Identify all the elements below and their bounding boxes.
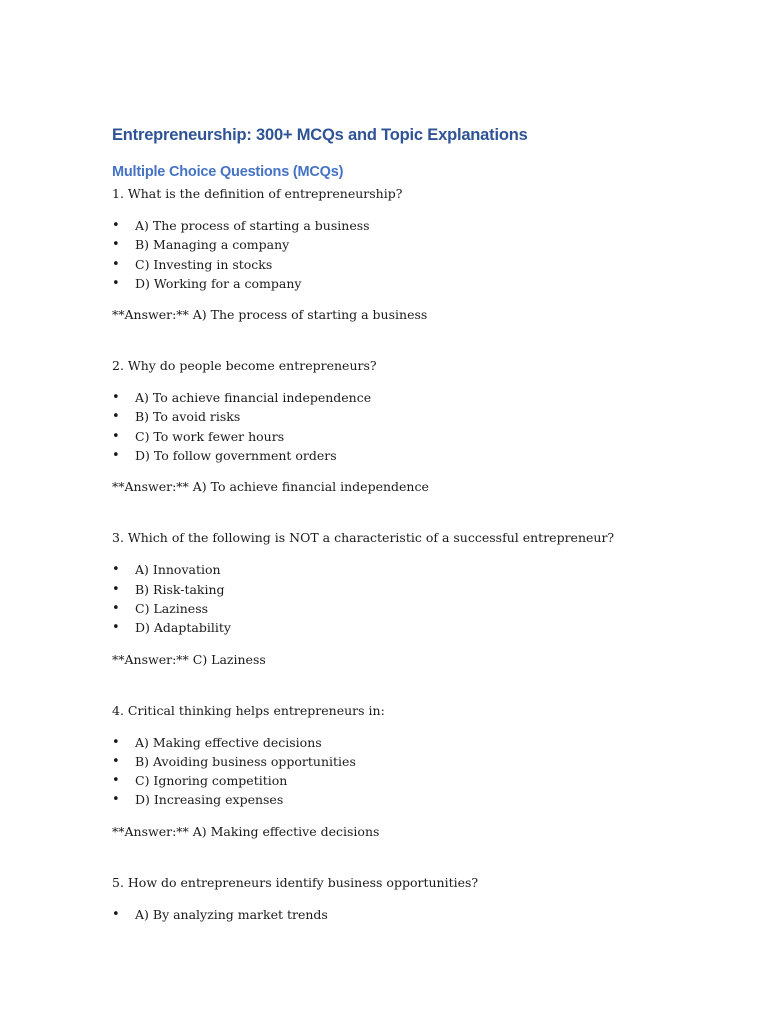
bullet-icon: • <box>112 390 120 406</box>
option-item <box>112 771 708 790</box>
question-4 <box>112 701 708 841</box>
document-title: Entrepreneurship: 300+ MCQs and Topic Explanations <box>112 126 528 144</box>
option-item <box>112 560 708 579</box>
answer-text: **Answer:** A) Making effective decisions <box>112 823 380 839</box>
option-label: D) Adaptability <box>135 620 231 636</box>
option-label: B) Managing a company <box>135 237 290 253</box>
question-1 <box>112 184 708 324</box>
option-item <box>112 274 708 293</box>
option-item <box>112 446 708 465</box>
bullet-icon: • <box>112 581 120 597</box>
option-label: A) By analyzing market trends <box>135 906 328 922</box>
question-5 <box>112 873 708 924</box>
bullet-icon: • <box>112 906 120 922</box>
option-label: B) To avoid risks <box>135 409 241 425</box>
option-label: A) To achieve financial independence <box>135 390 372 406</box>
option-item <box>112 733 708 752</box>
option-item <box>112 235 708 254</box>
option-item <box>112 580 708 599</box>
answer-text: **Answer:** A) The process of starting a business <box>112 307 428 323</box>
option-list <box>112 388 708 465</box>
bullet-icon: • <box>112 753 120 769</box>
option-label: C) Investing in stocks <box>135 256 273 272</box>
option-label: C) To work fewer hours <box>135 428 285 444</box>
option-label: B) Avoiding business opportunities <box>135 753 356 769</box>
option-item <box>112 216 708 235</box>
option-list <box>112 216 708 293</box>
bullet-icon: • <box>112 428 120 444</box>
option-item <box>112 790 708 809</box>
bullet-icon: • <box>112 734 120 750</box>
option-label: C) Ignoring competition <box>135 773 288 789</box>
option-item <box>112 407 708 426</box>
option-item <box>112 599 708 618</box>
question-text: 5. How do entrepreneurs identify business opportunities? <box>112 874 479 890</box>
question-text: 4. Critical thinking helps entrepreneurs in: <box>112 702 385 718</box>
option-label: B) Risk-taking <box>135 581 225 597</box>
option-label: C) Laziness <box>135 600 209 616</box>
bullet-icon: • <box>112 448 120 464</box>
option-list <box>112 560 708 637</box>
question-text: 3. Which of the following is NOT a characteristic of a successful entrepreneur? <box>112 530 615 546</box>
option-label: A) The process of starting a business <box>135 218 370 233</box>
option-label: D) To follow government orders <box>135 448 337 464</box>
bullet-icon: • <box>112 600 120 616</box>
option-item <box>112 388 708 407</box>
option-label: D) Increasing expenses <box>135 792 284 808</box>
option-item <box>112 427 708 446</box>
answer-text: **Answer:** C) Laziness <box>112 651 266 667</box>
question-3 <box>112 528 708 668</box>
option-item <box>112 255 708 274</box>
option-item <box>112 905 708 924</box>
bullet-icon: • <box>112 620 120 636</box>
bullet-icon: • <box>112 218 120 233</box>
bullet-icon: • <box>112 792 120 808</box>
bullet-icon: • <box>112 773 120 789</box>
bullet-icon: • <box>112 562 120 578</box>
question-text: 2. Why do people become entrepreneurs? <box>112 358 377 374</box>
bullet-icon: • <box>112 409 120 425</box>
answer-text: **Answer:** A) To achieve financial independence <box>112 479 429 495</box>
option-list <box>112 733 708 810</box>
question-text: 1. What is the definition of entrepreneurship? <box>112 186 403 201</box>
option-item <box>112 752 708 771</box>
option-label: A) Innovation <box>135 562 221 578</box>
section-heading: Multiple Choice Questions (MCQs) <box>112 164 344 180</box>
bullet-icon: • <box>112 275 120 291</box>
option-label: A) Making effective decisions <box>135 734 322 750</box>
bullet-icon: • <box>112 256 120 272</box>
question-2 <box>112 356 708 496</box>
bullet-icon: • <box>112 237 120 253</box>
option-item <box>112 618 708 637</box>
option-label: D) Working for a company <box>135 275 302 291</box>
option-list <box>112 905 708 924</box>
